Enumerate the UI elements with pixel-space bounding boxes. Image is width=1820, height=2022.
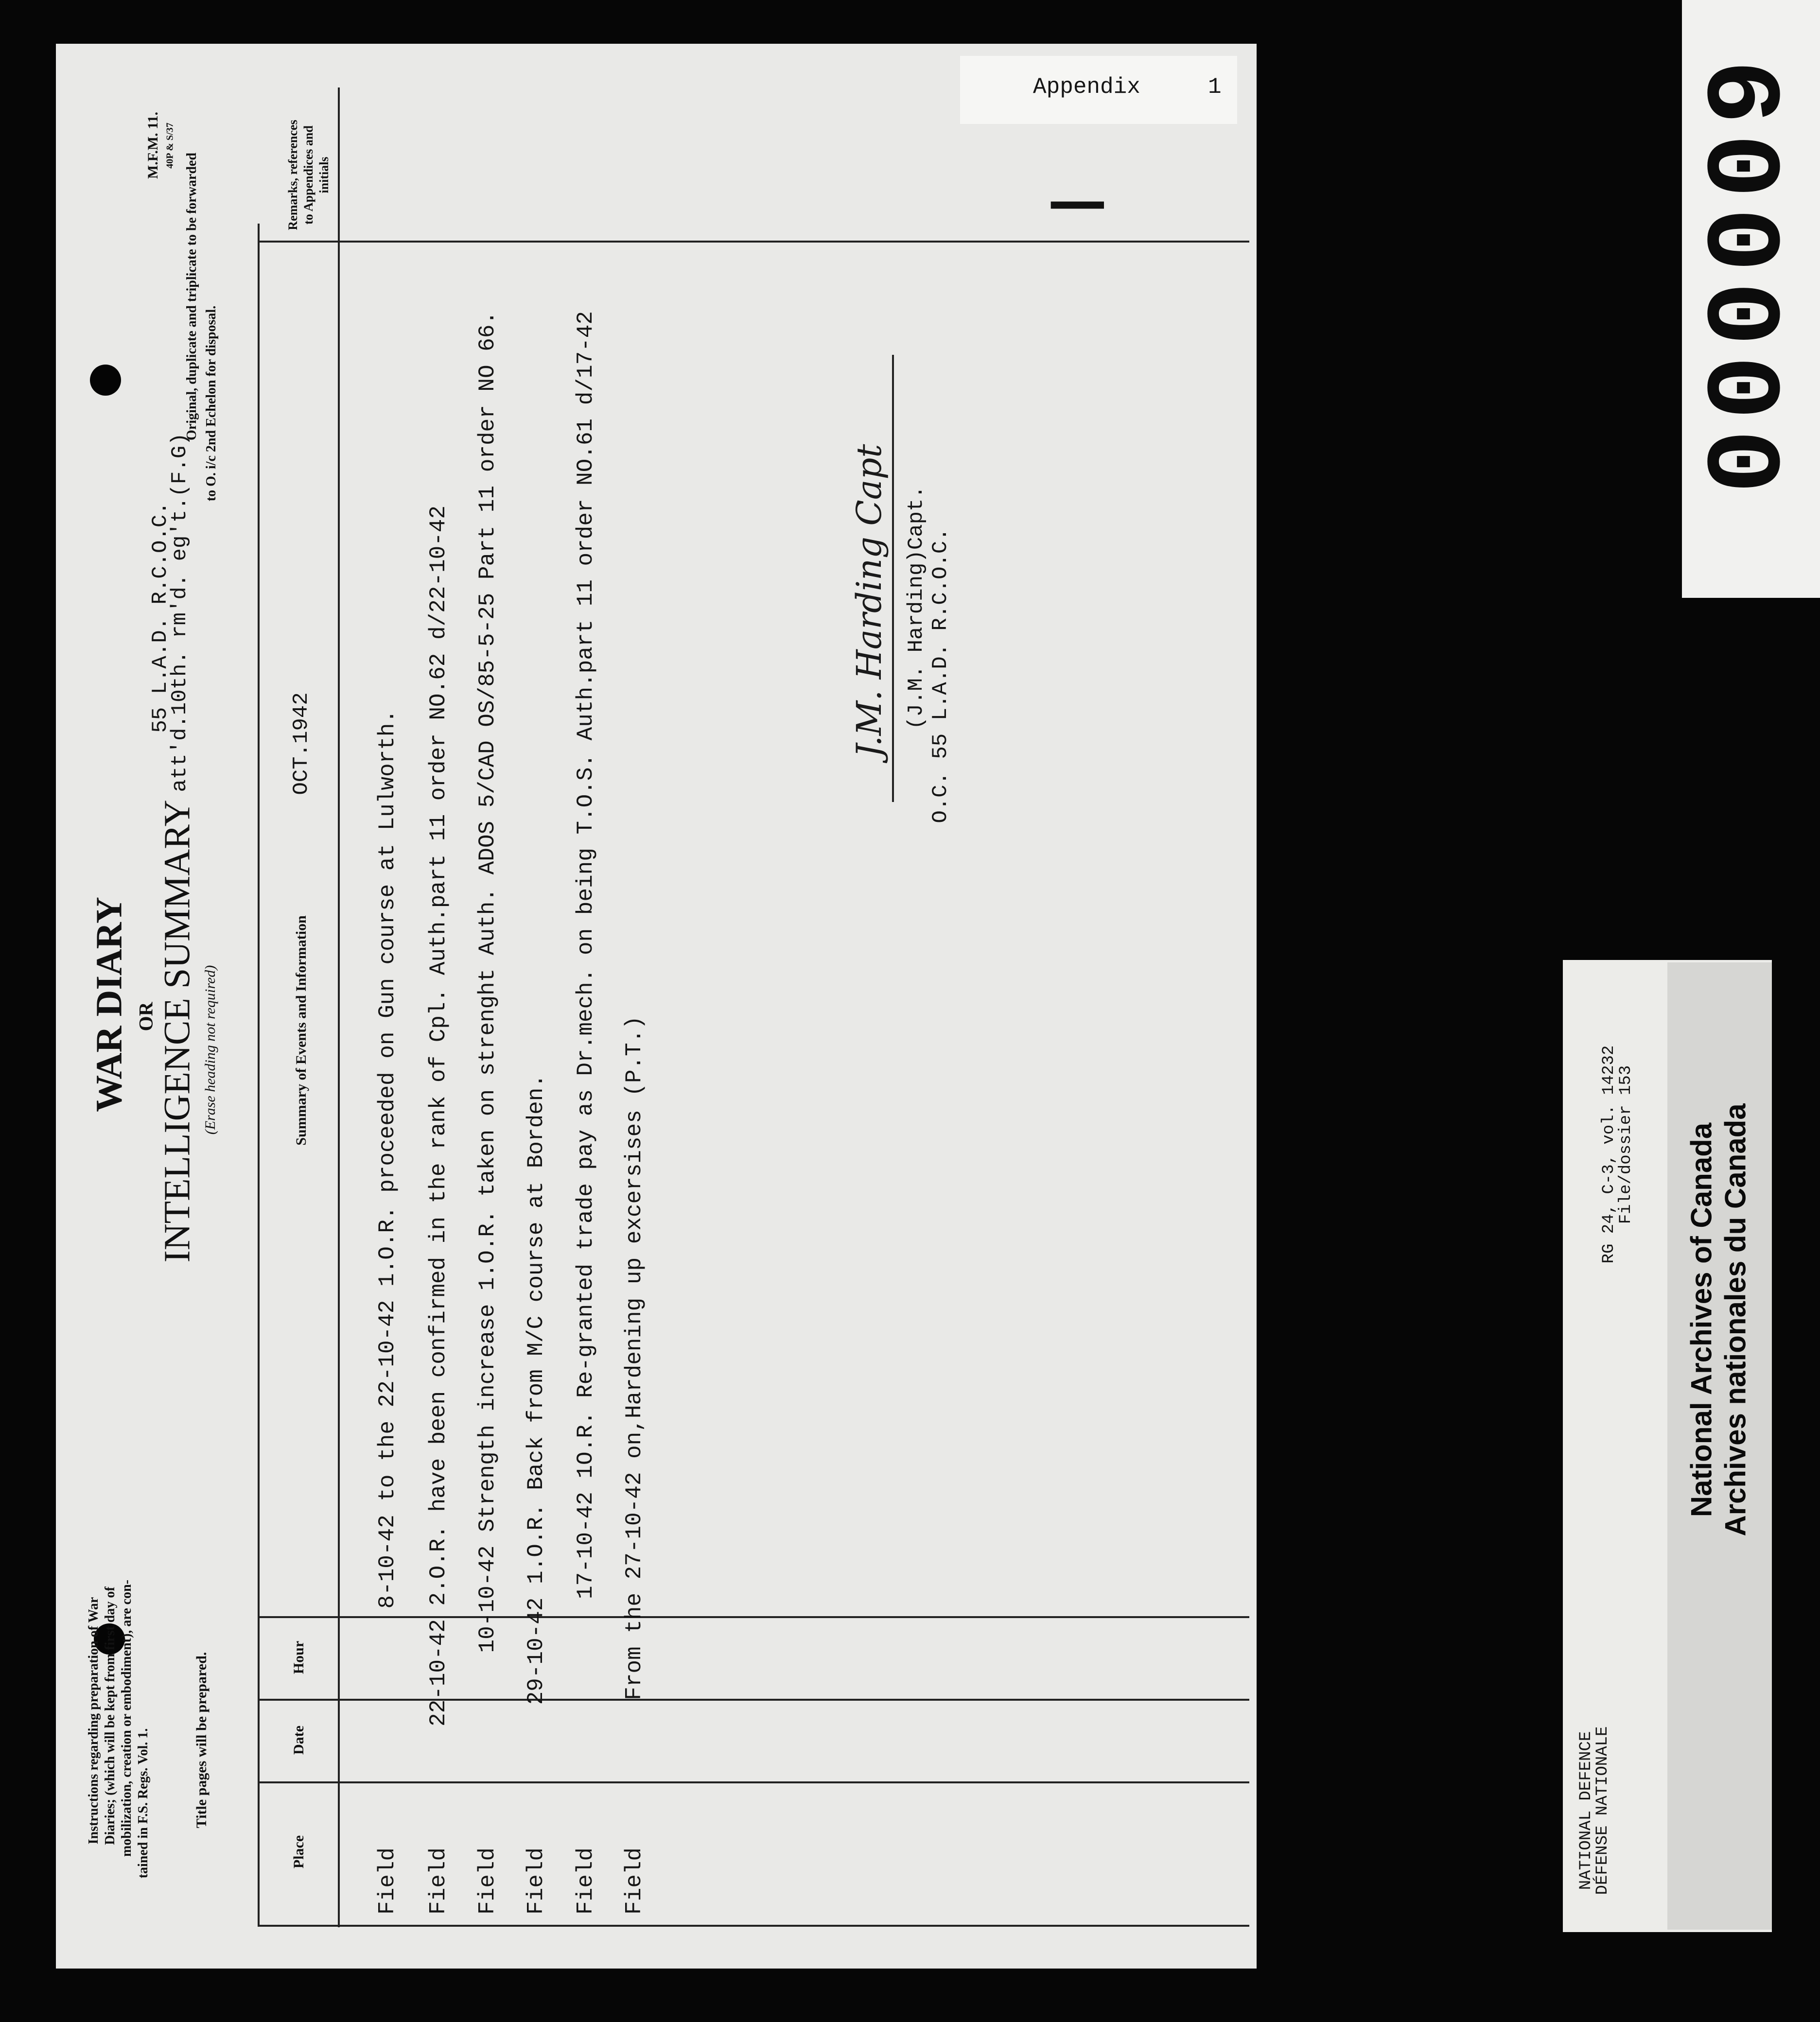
entry-place-6: Field xyxy=(622,1847,647,1915)
signature-underline xyxy=(892,355,894,802)
title-note: (Erase heading not required) xyxy=(202,965,218,1135)
title-or: OR xyxy=(135,1002,157,1031)
column-rule-date-hour xyxy=(258,1699,1249,1701)
unit-line-1: 55 L.A.D. R.C.O.C. xyxy=(148,502,173,733)
national-defence-en: NATIONAL DEFENCE xyxy=(1577,1731,1595,1890)
entry-text-6: From the 27-10-42 on,Hardening up excersises (P.T.) xyxy=(622,1016,647,1700)
signature-handwritten: J.M. Harding Capt xyxy=(849,444,889,758)
entry-text-4: 29-10-42 1.O.R. Back from M/C course at Borden. xyxy=(524,1074,549,1705)
forward-note: Original, duplicate and triplicate to be forwarded xyxy=(184,153,199,440)
instructions-line-4: tained in F.S. Regs. Vol. 1. xyxy=(136,1728,151,1879)
entry-text-1: 8-10-42 to the 22-10-42 1.O.R. proceeded on Gun course at Lulworth. xyxy=(375,710,400,1609)
header-row-rule-remarks xyxy=(338,87,340,241)
title-pages-note: Title pages will be prepared. xyxy=(193,1652,210,1829)
month-label: OCT.1942 xyxy=(289,692,314,795)
signature-name: (J.M. Harding)Capt. xyxy=(904,486,928,730)
war-diary-page xyxy=(56,44,1257,1969)
table-top-rule xyxy=(258,1925,1249,1927)
archive-stamp-number: 000009 xyxy=(1690,50,1812,494)
column-rule-hour-summary xyxy=(258,1616,1249,1618)
archive-stamp-strip xyxy=(1682,0,1820,598)
unit-line-2: att'd.10th. rm'd. eg't.(F.G) xyxy=(168,433,192,792)
column-rule-place-date xyxy=(258,1781,1249,1783)
col-header-remarks-3: initials xyxy=(317,157,331,193)
form-code: M.F.M. 11. xyxy=(145,111,161,179)
nac-english: National Archives of Canada xyxy=(1685,1122,1718,1517)
punch-hole-top xyxy=(90,365,121,396)
archive-ref-line-2: File/dossier 153 xyxy=(1617,1065,1635,1224)
entry-place-4: Field xyxy=(524,1847,549,1915)
entry-text-3: 10-10-42 Strength increase 1.O.R. taken on strenght Auth. ADOS 5/CAD OS/85-5-25 Part 11 order NO 66. xyxy=(475,311,500,1653)
forward-note-2: to O. i/c 2nd Echelon for disposal. xyxy=(204,305,219,502)
instructions-line-2: Diaries; (which will be kept from first day of xyxy=(103,1586,118,1845)
instructions-line-1: Instructions regarding preparation of War xyxy=(86,1597,101,1845)
col-header-remarks-2: to Appendices and xyxy=(301,125,315,225)
entry-place-3: Field xyxy=(475,1847,500,1915)
header-row-rule xyxy=(338,241,340,1927)
appendix-number: 1 xyxy=(1208,74,1222,100)
national-defence-fr: DÉFENSE NATIONALE xyxy=(1593,1726,1612,1895)
entry-text-5: 17-10-42 1O.R. Re-granted trade pay as Dr.mech. on being T.O.S. Auth.part 11 order NO.61 d/17-42 xyxy=(573,311,598,1600)
title-intelligence-summary: INTELLIGENCE SUMMARY xyxy=(157,800,198,1263)
appendix-tab xyxy=(960,56,1237,124)
instructions-line-3: mobilization, creation or embodiment), are con- xyxy=(119,1579,134,1857)
entry-place-1: Field xyxy=(375,1847,400,1915)
col-header-hour: Hour xyxy=(291,1640,307,1674)
form-code-sub: 40P & S/37 xyxy=(164,122,175,169)
archive-label-fold xyxy=(1667,962,1772,1930)
table-left-rule xyxy=(258,224,260,1925)
appendix-roman-numeral: I xyxy=(1037,194,1121,216)
col-header-place: Place xyxy=(291,1835,307,1869)
entry-text-2: 22-10-42 2.O.R. have been confirmed in the rank of Cpl. Auth.part 11 order NO.62 d/22-10-42 xyxy=(426,506,451,1727)
appendix-label: Appendix xyxy=(1033,74,1140,100)
col-header-remarks-1: Remarks, references xyxy=(286,120,300,230)
entry-place-5: Field xyxy=(573,1847,598,1915)
signature-title: O.C. 55 L.A.D. R.C.O.C. xyxy=(928,528,953,823)
col-header-date: Date xyxy=(291,1726,307,1755)
title-war-diary: WAR DIARY xyxy=(88,897,130,1112)
entry-place-2: Field xyxy=(426,1847,451,1915)
nac-french: Archives nationales du Canada xyxy=(1719,1103,1752,1536)
col-header-summary: Summary of Events and Information xyxy=(293,915,309,1146)
archive-ref-line-1: RG 24, C-3, vol. 14232 xyxy=(1600,1045,1618,1264)
